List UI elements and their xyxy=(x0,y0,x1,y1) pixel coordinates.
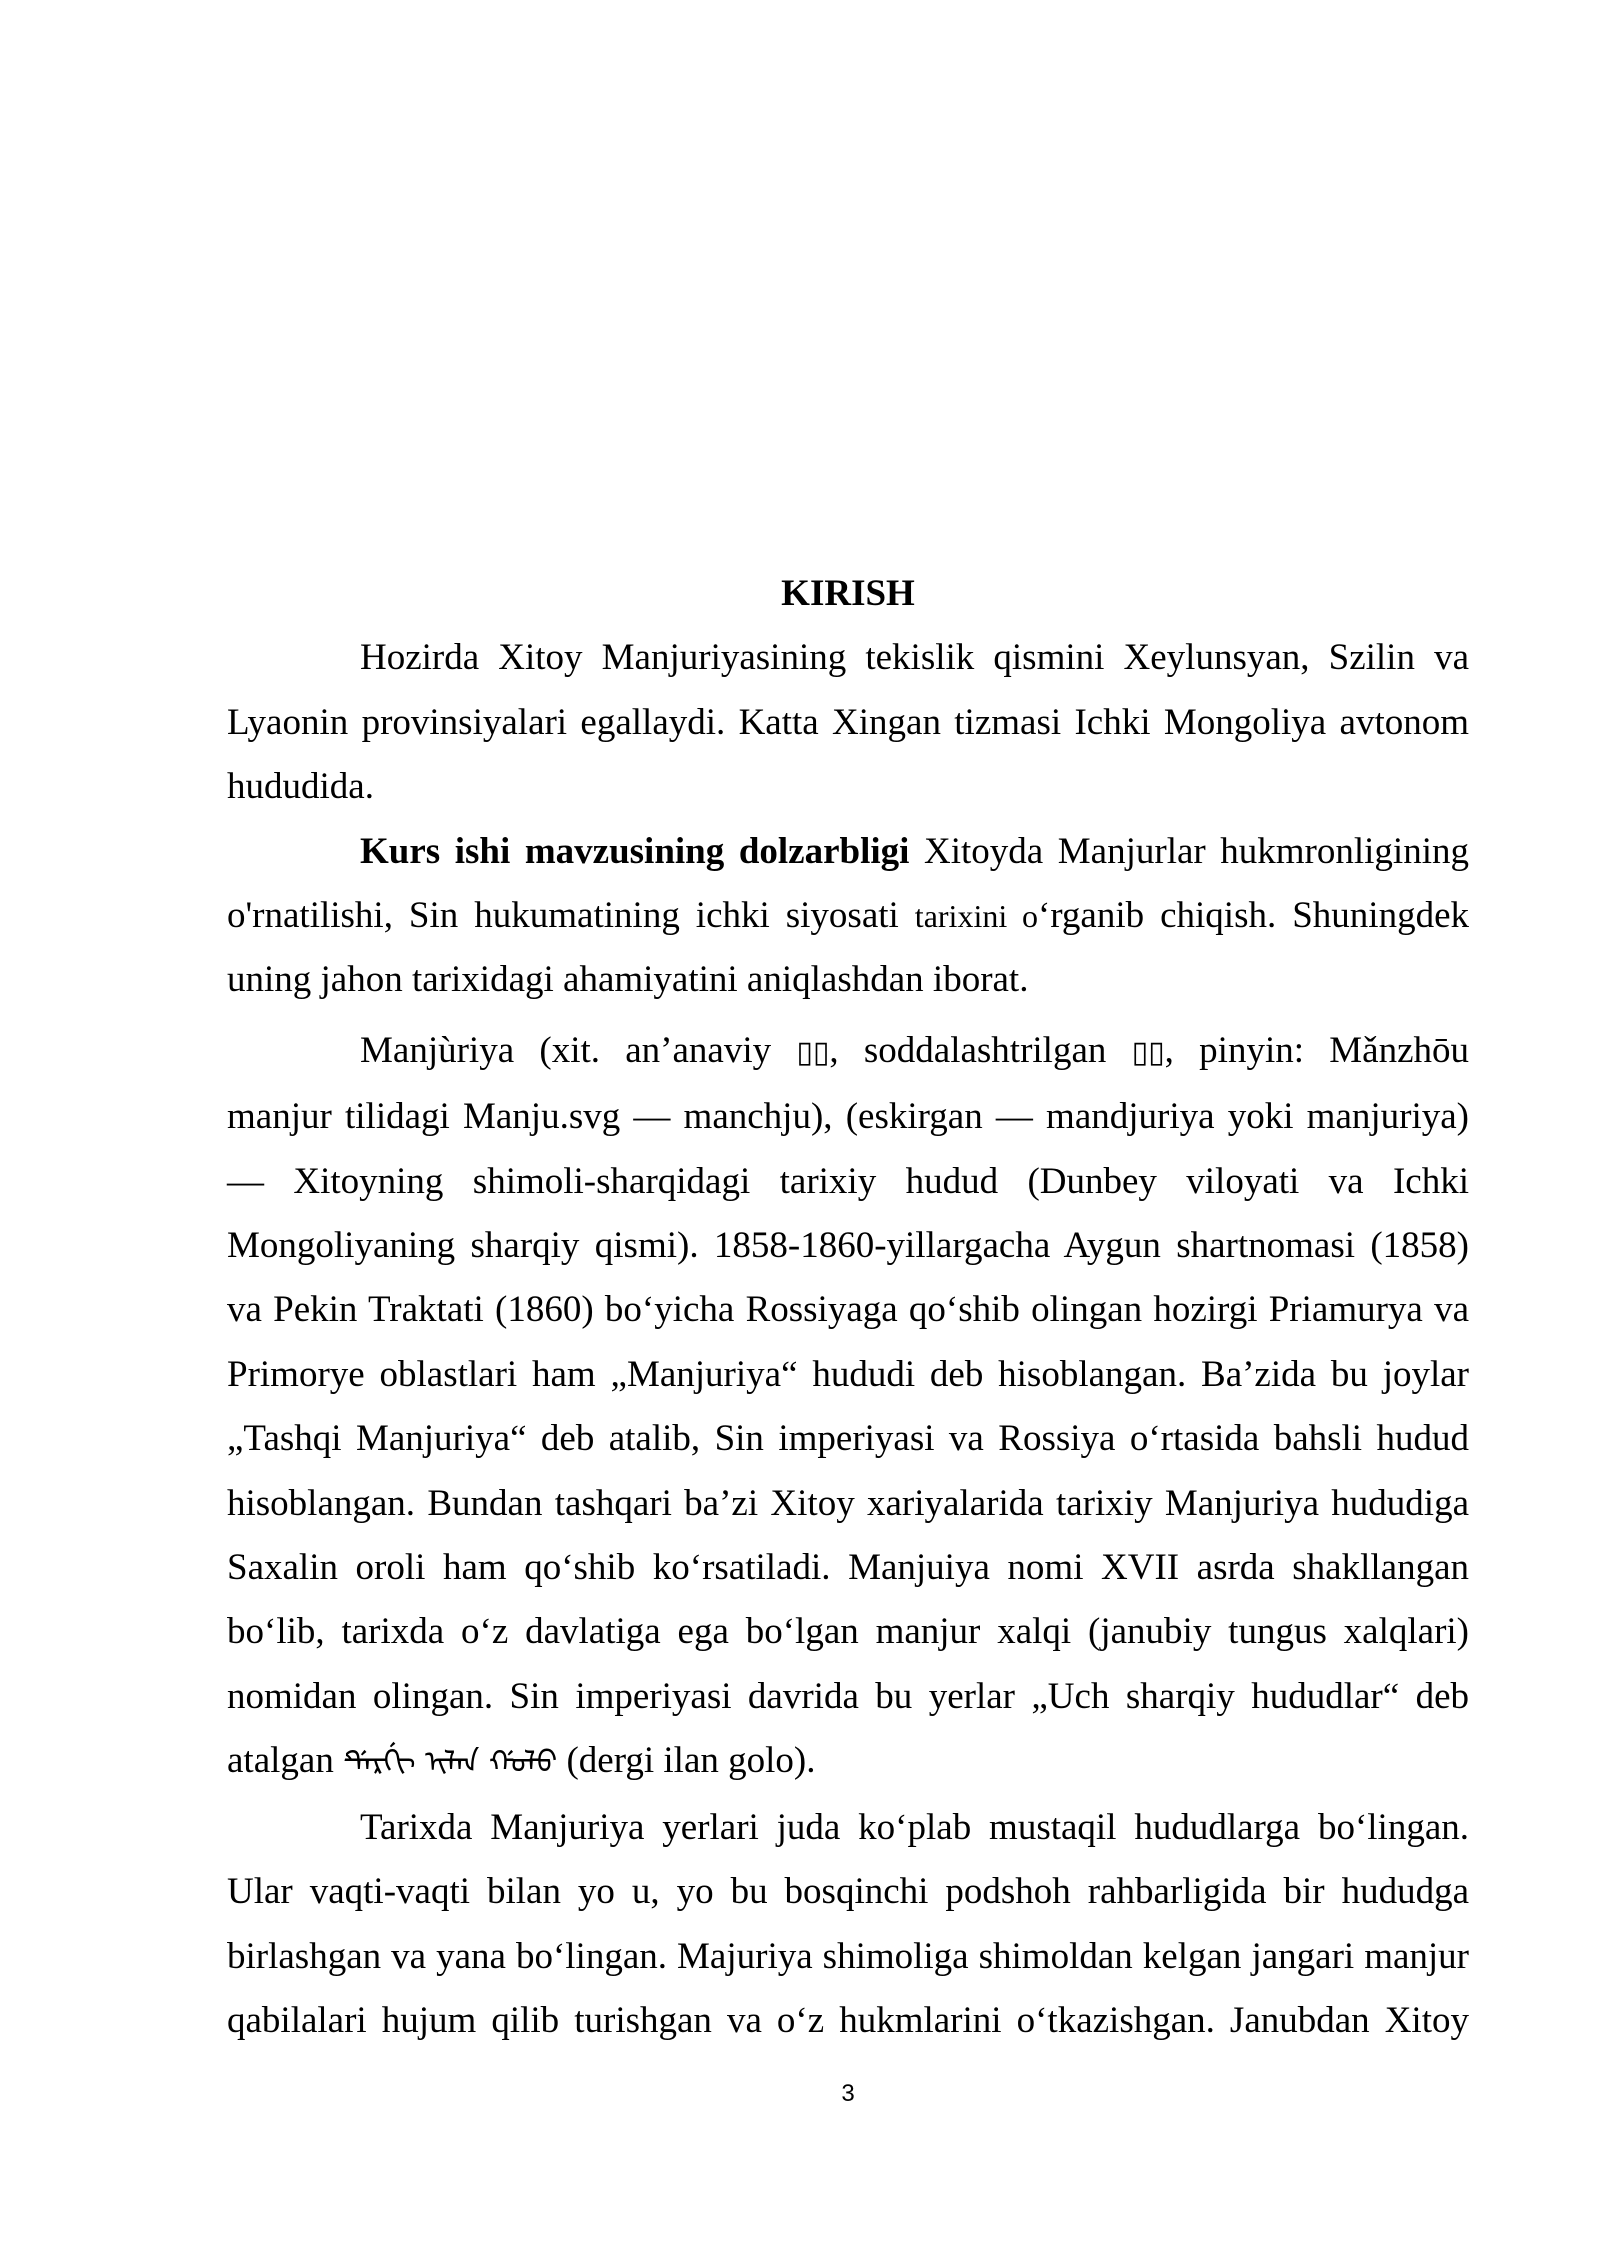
text-line: birlashgan va yana bo‘lingan. Majuriya shimoliga shimoldan kelgan jangari manjur xyxy=(227,1935,1469,1977)
text-line: manjur tilidagi Manju.svg — manchju), (eskirgan — mandjuriya yoki manjuriya) xyxy=(227,1096,1469,1138)
text-line: hududida. xyxy=(227,766,374,808)
document-body xyxy=(227,562,1469,2053)
text-segment: atalgan xyxy=(227,1740,344,1782)
text-line xyxy=(227,820,1469,884)
paragraph xyxy=(227,1796,1469,2054)
text-segment: Manjùriya (xit. an’anaviy xyxy=(360,1029,797,1071)
text-line: „Tashqi Manjuriya“ deb atalib, Sin imperiyasi va Rossiya o‘rtasida bahsli hudud xyxy=(227,1418,1469,1460)
small-text-segment: tarixini o xyxy=(914,898,1038,935)
missing-glyph-boxes: ▯▯ xyxy=(796,1034,830,1070)
text-segment: ‘rganib chiqish. Shuningdek xyxy=(1037,895,1469,937)
text-line: Mongoliyaning sharqiy qismi). 1858-1860-yillargacha Aygun shartnomasi (1858) xyxy=(227,1225,1469,1267)
text-line xyxy=(227,1729,1469,1795)
text-line: nomidan olingan. Sin imperiyasi davrida bu yerlar „Uch sharqiy hududlar“ deb xyxy=(227,1675,1469,1717)
text-line: bo‘lib, tarixda o‘z davlatiga ega bo‘lgan manjur xalqi (janubiy tungus xalqlari) xyxy=(227,1611,1469,1653)
section-title: KIRISH xyxy=(781,573,915,614)
manchu-script-text: ᡩᡝᡵᡤᡳ ᡳᠯᠠᠨ ᡤᠣᠯᠣ xyxy=(343,1745,558,1781)
text-segment: Xitoyda Manjurlar hukmronligining xyxy=(909,830,1469,872)
text-line: va Pekin Traktati (1860) bo‘yicha Rossiyaga qo‘shib olingan hozirgi Priamurya va xyxy=(227,1289,1469,1331)
text-line: Lyaonin provinsiyalari egallaydi. Katta Xingan tizmasi Ichki Mongoliya avtonom xyxy=(227,701,1469,743)
paragraph xyxy=(227,1019,1469,1796)
text-segment: , soddalashtrilgan xyxy=(829,1029,1132,1071)
paragraph xyxy=(227,626,1469,819)
text-line xyxy=(227,1019,1469,1085)
text-line: Saxalin oroli ham qo‘shib ko‘rsatiladi. Manjuiya nomi XVII asrda shakllangan xyxy=(227,1547,1469,1589)
text-line: hisoblangan. Bundan tashqari ba’zi Xitoy xariyalarida tarixiy Manjuriya hududiga xyxy=(227,1482,1469,1524)
text-line xyxy=(227,884,1469,948)
text-line: qabilalari hujum qilib turishgan va o‘z hukmlarini o‘tkazishgan. Janubdan Xitoy xyxy=(227,1999,1469,2041)
text-segment: , pinyin: Mǎnzhōu xyxy=(1164,1029,1469,1071)
page-number: 3 xyxy=(841,2080,855,2107)
text-line: Ular vaqti-vaqti bilan yo u, yo bu bosqinchi podshoh rahbarligida bir hududga xyxy=(227,1871,1469,1913)
missing-glyph-boxes: ▯▯ xyxy=(1131,1034,1165,1070)
text-line: Hozirda Xitoy Manjuriyasining tekislik qismini Xeylunsyan, Szilin va xyxy=(360,637,1469,679)
text-segment: (dergi ilan golo). xyxy=(557,1740,816,1782)
text-line: Tarixda Manjuriya yerlari juda ko‘plab mustaqil hududlarga bo‘lingan. xyxy=(360,1806,1469,1848)
text-line: uning jahon tarixidagi ahamiyatini aniqlashdan iborat. xyxy=(227,959,1029,1001)
paragraph xyxy=(227,820,1469,1013)
text-line: — Xitoyning shimoli-sharqidagi tarixiy hudud (Dunbey viloyati va Ichki xyxy=(227,1160,1469,1202)
bold-lead-phrase: Kurs ishi mavzusining dolzarbligi xyxy=(360,830,910,872)
text-segment: o'rnatilishi, Sin hukumatining ichki siyosati xyxy=(227,895,915,937)
text-line: Primorye oblastlari ham „Manjuriya“ hududi deb hisoblangan. Ba’zida bu joylar xyxy=(227,1353,1469,1395)
